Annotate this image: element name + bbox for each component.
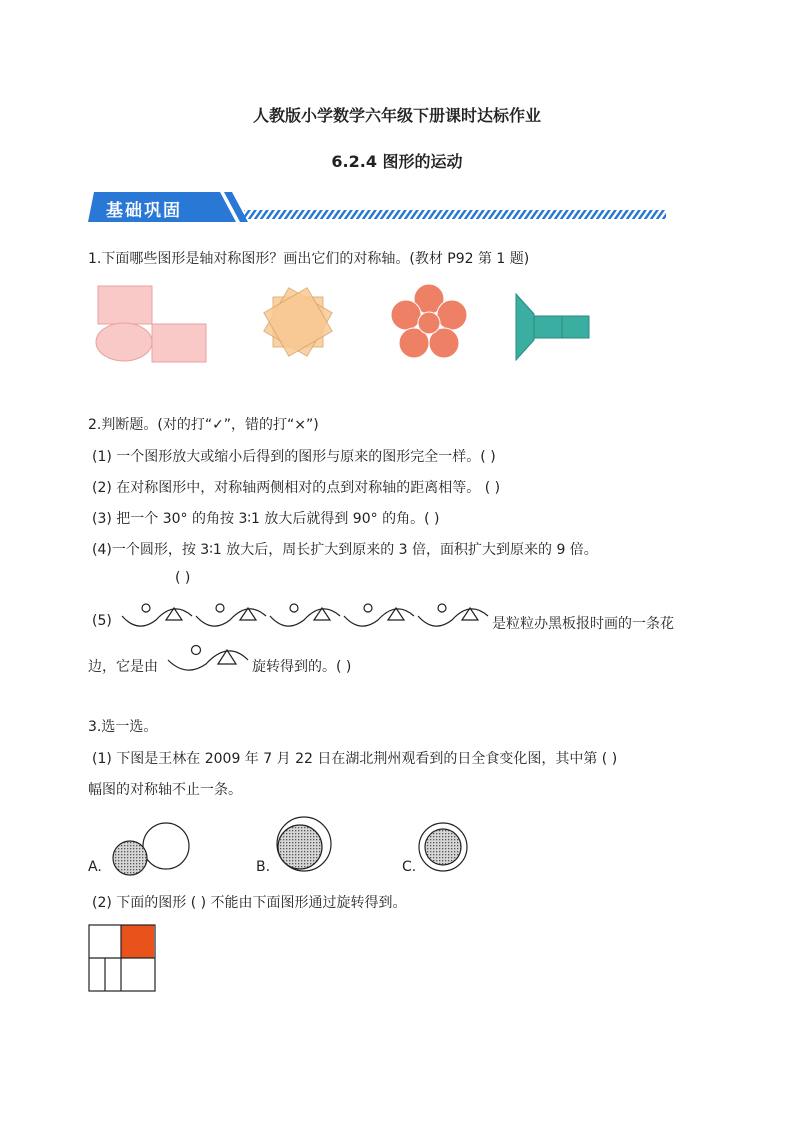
q2-item-5-line2-before: 边，它是由 xyxy=(88,659,158,675)
option-c-label: C. xyxy=(402,859,417,875)
q2-item-5-text: 是粒粒办黑板报时画的一条花 xyxy=(492,616,674,632)
option-a-label: A. xyxy=(88,859,102,875)
eclipse-figures xyxy=(88,812,508,876)
q2-text: 2.判断题。(对的打“✓”，错的打“×”) xyxy=(88,417,319,433)
eclipse-option-b xyxy=(277,817,331,871)
q1-shapes xyxy=(88,280,608,370)
q3-sub1-line2: 幅图的对称轴不止一条。 xyxy=(88,782,242,798)
peach-star-shape xyxy=(264,288,332,356)
page-title: 人教版小学数学六年级下册课时达标作业 xyxy=(252,106,541,125)
option-b-label: B. xyxy=(256,859,271,875)
teal-trapezoid-shape xyxy=(516,294,589,360)
page-subtitle: 6.2.4 图形的运动 xyxy=(331,152,463,171)
q3-text: 3.选一选。 xyxy=(88,719,158,735)
border-unit xyxy=(166,638,250,676)
eclipse-option-a xyxy=(113,823,189,875)
q2-item-3: (3) 把一个 30° 的角按 3∶1 放大后就得到 90° 的角。( ) xyxy=(92,511,440,527)
q2-item-4-blank: ( ) xyxy=(175,570,191,586)
q2-item-5-label: (5) xyxy=(92,613,112,629)
q2-item-2: (2) 在对称图形中，对称轴两侧相对的点到对称轴的距离相等。 ( ) xyxy=(92,480,501,496)
border-pattern xyxy=(120,598,492,634)
grid-figure xyxy=(88,924,158,994)
q2-item-4: (4)一个圆形，按 3∶1 放大后，周长扩大到原来的 3 倍，面积扩大到原来的 9 倍。 xyxy=(92,542,598,558)
eclipse-option-c xyxy=(419,823,467,871)
q1-text: 1.下面哪些图形是轴对称图形？画出它们的对称轴。(教材 P92 第 1 题) xyxy=(88,251,530,267)
q2-item-1: (1) 一个图形放大或缩小后得到的图形与原来的图形完全一样。( ) xyxy=(92,449,496,465)
q3-sub1-line1: (1) 下图是王林在 2009 年 7 月 22 日在湖北荆州观看到的日全食变化图，其中第 ( ) xyxy=(92,751,618,767)
pink-rect-ellipse-shape xyxy=(96,286,206,362)
coral-flower-shape xyxy=(391,284,467,358)
section-banner-label: 基础巩固 xyxy=(106,201,182,221)
q3-sub2: (2) 下面的图形 ( ) 不能由下面图形通过旋转得到。 xyxy=(92,895,407,911)
q2-item-5-line2-after: 旋转得到的。( ) xyxy=(252,659,352,675)
